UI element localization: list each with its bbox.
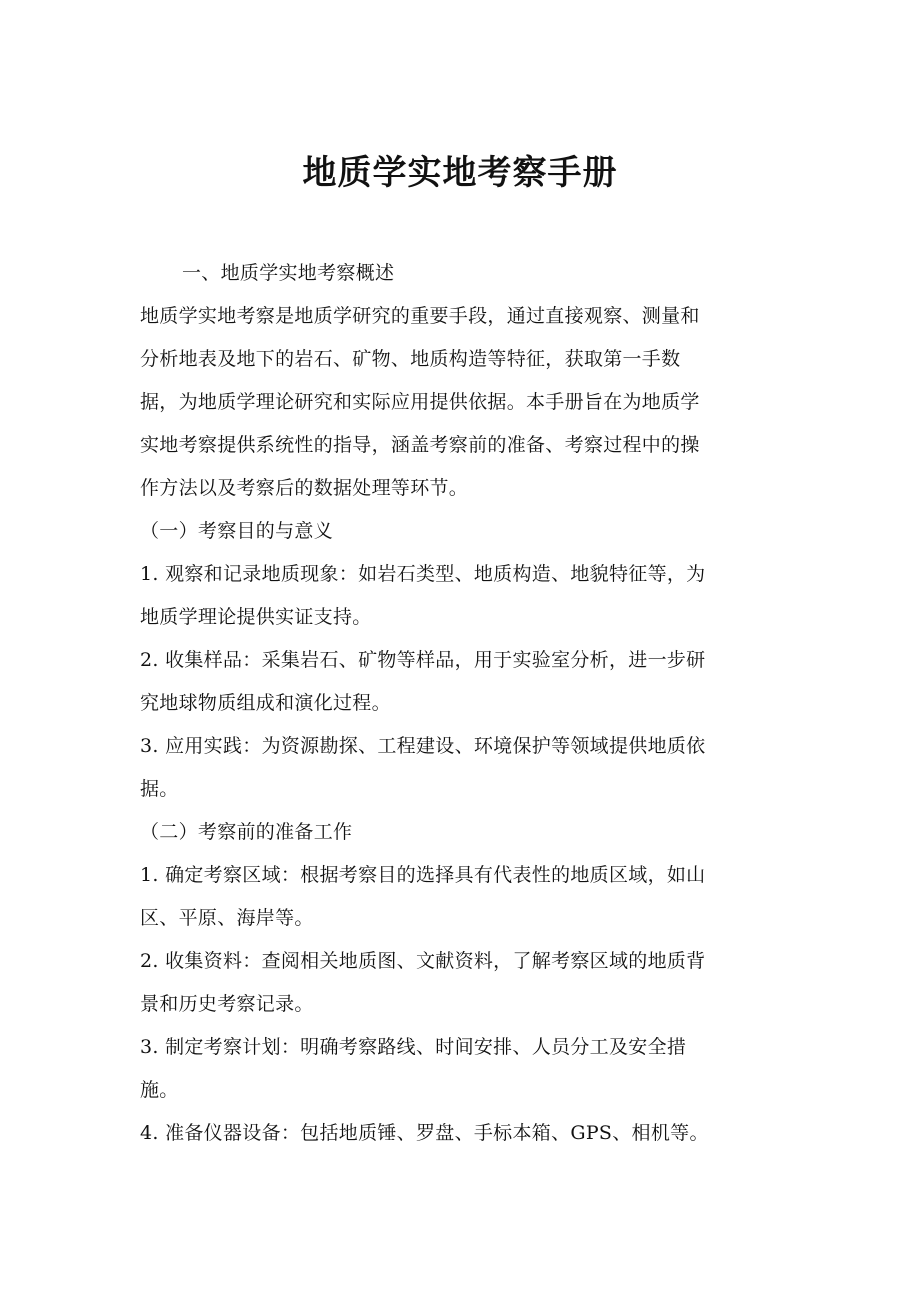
subsection-heading-preparation: （二）考察前的准备工作 (140, 821, 353, 843)
list-item-line: 3. 应用实践：为资源勘探、工程建设、环境保护等领域提供地质依 (140, 735, 706, 757)
list-item-line: 究地球物质组成和演化过程。 (140, 692, 391, 714)
list-item (140, 1026, 790, 1112)
list-item-line: 地质学理论提供实证支持。 (140, 606, 372, 628)
section-heading-overview: 一、地质学实地考察概述 (182, 262, 395, 284)
purpose-list (140, 553, 790, 811)
paragraph-line: 地质学实地考察是地质学研究的重要手段，通过直接观察、测量和 (140, 305, 700, 327)
list-item (140, 940, 790, 1026)
list-item-line: 2. 收集样品：采集岩石、矿物等样品，用于实验室分析，进一步研 (140, 649, 706, 671)
list-item-line: 4. 准备仪器设备：包括地质锤、罗盘、手标本箱、GPS、相机等。 (140, 1122, 709, 1144)
list-item-line: 区、平原、海岸等。 (140, 907, 314, 929)
list-item-line: 1. 确定考察区域：根据考察目的选择具有代表性的地质区域，如山 (140, 864, 706, 886)
list-item (140, 725, 790, 811)
list-item (140, 639, 790, 725)
paragraph-line: 作方法以及考察后的数据处理等环节。 (140, 477, 469, 499)
paragraph-line: 分析地表及地下的岩石、矿物、地质构造等特征，获取第一手数 (140, 348, 681, 370)
list-item (140, 553, 790, 639)
paragraph-line: 据，为地质学理论研究和实际应用提供依据。本手册旨在为地质学 (140, 391, 700, 413)
list-item (140, 854, 790, 940)
list-item-line: 据。 (140, 778, 179, 800)
paragraph-line: 实地考察提供系统性的指导，涵盖考察前的准备、考察过程中的操 (140, 434, 700, 456)
document-body (140, 252, 790, 1155)
list-item-line: 2. 收集资料：查阅相关地质图、文献资料，了解考察区域的地质背 (140, 950, 706, 972)
preparation-list (140, 854, 790, 1155)
list-item (140, 1112, 790, 1155)
list-item-line: 3. 制定考察计划：明确考察路线、时间安排、人员分工及安全措 (140, 1036, 687, 1058)
overview-paragraph (140, 295, 790, 510)
list-item-line: 景和历史考察记录。 (140, 993, 314, 1015)
document-title: 地质学实地考察手册 (302, 153, 618, 193)
list-item-line: 1. 观察和记录地质现象：如岩石类型、地质构造、地貌特征等，为 (140, 563, 706, 585)
subsection-heading-purpose: （一）考察目的与意义 (140, 520, 334, 542)
list-item-line: 施。 (140, 1079, 179, 1101)
